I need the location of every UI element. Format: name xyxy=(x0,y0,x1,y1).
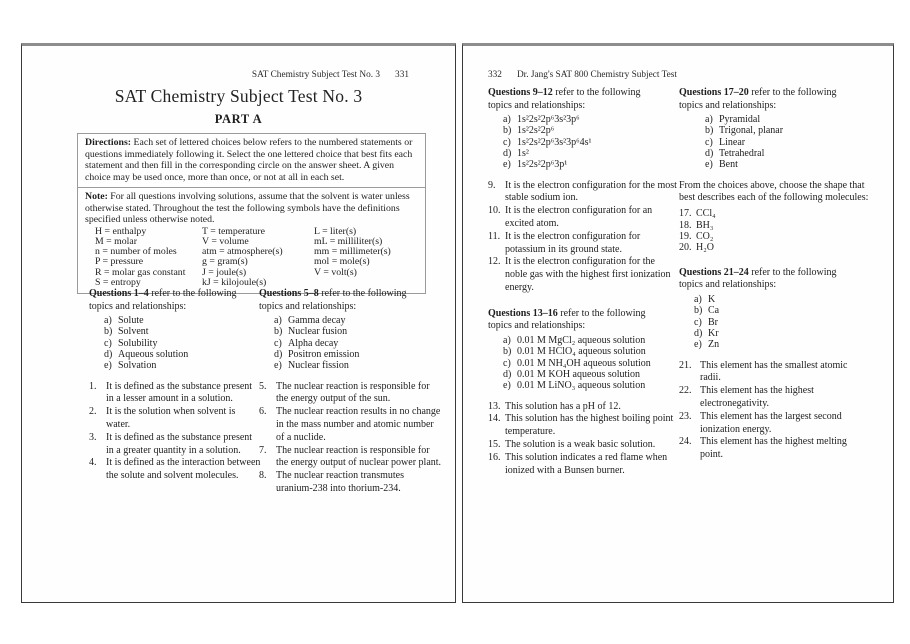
symbol-cell: M = molar xyxy=(95,235,137,247)
choice xyxy=(488,159,678,170)
question-item xyxy=(679,411,869,437)
choice-text: Nuclear fission xyxy=(288,360,349,372)
running-head-title: Dr. Jang's SAT 800 Chemistry Subject Test xyxy=(516,70,677,80)
choice xyxy=(259,349,443,360)
question-text: The nuclear reaction is responsible for the energy output of the sun. xyxy=(276,380,430,405)
question-text: H₂O xyxy=(696,242,714,254)
question-item xyxy=(488,256,678,294)
question-text: This element has the largest second ionization energy. xyxy=(700,410,842,435)
choice-letter: b) xyxy=(274,326,283,338)
group-intro-line2: topics and relationships: xyxy=(488,99,586,111)
question-list xyxy=(259,381,443,496)
choice-letter: b) xyxy=(503,125,512,137)
question-item xyxy=(679,360,869,386)
question-text: It is the electron configuration for the most stable sodium ion. xyxy=(505,179,677,204)
question-item xyxy=(488,439,678,452)
question-item xyxy=(488,452,678,478)
running-head-left xyxy=(252,70,409,80)
choice-text: Solubility xyxy=(118,337,158,349)
question-item xyxy=(259,381,443,407)
group-heading xyxy=(488,87,678,112)
symbol-cell: T = temperature xyxy=(202,225,266,237)
note-row xyxy=(78,188,425,293)
question-group-9-12 xyxy=(488,87,678,295)
question-text: The nuclear reaction results in no change in the mass number and atomic number of a nuclide. xyxy=(276,406,441,443)
choice-text: Alpha decay xyxy=(288,337,339,349)
question-number: 8. xyxy=(259,470,267,482)
question-text: This solution indicates a red flame when ionized with a Bunsen burner. xyxy=(505,451,668,476)
question-number: 9. xyxy=(488,179,496,191)
question-number: 20. xyxy=(679,242,692,254)
question-text: It is the electron configuration for potassium in its ground state. xyxy=(505,230,641,255)
choice-list xyxy=(679,294,869,350)
choice-letter: a) xyxy=(274,315,282,327)
choice xyxy=(89,338,261,349)
group-label: Questions 5–8 xyxy=(259,288,319,299)
choice xyxy=(679,328,869,339)
symbol-cell: mol = mole(s) xyxy=(314,256,370,268)
choice xyxy=(488,346,678,357)
choice-letter: d) xyxy=(104,349,113,361)
symbol-cell xyxy=(314,278,418,288)
choice-text: 0.01 M MgCl₂ aqueous solution xyxy=(517,335,646,347)
choice-letter: b) xyxy=(694,305,703,317)
choice-text: Zn xyxy=(708,339,720,351)
question-text: The nuclear reaction is responsible for the energy output of nuclear power plant. xyxy=(276,444,442,469)
question-text: It is defined as the substance present in a lesser amount in a solution. xyxy=(106,380,253,405)
question-number: 6. xyxy=(259,406,267,418)
group-intro-line2: topics and relationships: xyxy=(89,300,187,312)
question-item xyxy=(679,242,869,253)
question-item xyxy=(488,413,678,439)
choice xyxy=(488,125,678,136)
left-column-2 xyxy=(259,288,443,509)
choice-letter: c) xyxy=(503,136,511,148)
choice xyxy=(679,125,869,136)
question-text: It is defined as the interaction between the solute and solvent molecules. xyxy=(106,457,261,482)
choice-letter: e) xyxy=(694,339,702,351)
choice xyxy=(89,360,261,371)
question-item xyxy=(679,220,869,231)
choice xyxy=(89,349,261,360)
running-head-right xyxy=(488,70,677,80)
group-intro: refer to the following xyxy=(318,288,407,299)
question-text: The solution is a weak basic solution. xyxy=(505,438,656,450)
group-label: Questions 9–12 xyxy=(488,87,553,98)
question-item xyxy=(259,406,443,444)
choice-letter: c) xyxy=(705,136,713,148)
choice-text: Solvation xyxy=(118,360,157,372)
question-list xyxy=(488,180,678,295)
choice-text: 1s² xyxy=(517,148,529,160)
choice-letter: d) xyxy=(694,327,703,339)
choice-text: Linear xyxy=(719,136,746,148)
choice xyxy=(259,338,443,349)
question-text: It is the electron configuration for the noble gas with the highest first ionization energy. xyxy=(505,256,671,294)
question-number: 22. xyxy=(679,385,692,397)
question-item xyxy=(488,231,678,257)
choice xyxy=(488,137,678,148)
group-intro-line2: topics and relationships: xyxy=(679,279,777,291)
choice-text: Ca xyxy=(708,305,720,317)
question-number: 11. xyxy=(488,230,501,242)
choice-letter: c) xyxy=(104,337,112,349)
group-heading xyxy=(679,267,869,292)
choice-letter: c) xyxy=(694,316,702,328)
choice-letter: a) xyxy=(705,114,713,126)
note-text-wrap xyxy=(85,191,418,226)
choice-text: Gamma decay xyxy=(288,315,346,327)
running-head-gap xyxy=(380,70,395,80)
question-text: It is the solution when solvent is water. xyxy=(106,406,236,431)
symbol-cell: n = number of moles xyxy=(95,246,177,258)
choice-letter: e) xyxy=(503,159,511,171)
choice xyxy=(488,148,678,159)
question-number: 23. xyxy=(679,410,692,422)
choice xyxy=(259,360,443,371)
choice xyxy=(488,114,678,125)
choice-letter: e) xyxy=(705,159,713,171)
question-list xyxy=(488,401,678,478)
choice-letter: d) xyxy=(274,349,283,361)
group-intro-line2: topics and relationships: xyxy=(259,300,357,312)
question-item xyxy=(89,406,261,432)
question-number: 7. xyxy=(259,444,267,456)
choice xyxy=(679,114,869,125)
group-intro: refer to the following xyxy=(552,87,641,98)
symbol-cell: mL = milliliter(s) xyxy=(314,235,383,247)
book-page-left xyxy=(21,43,456,603)
choice-list xyxy=(679,114,869,170)
choice xyxy=(488,369,678,380)
directions-label: Directions: xyxy=(85,137,132,148)
page-title: SAT Chemistry Subject Test No. 3 xyxy=(114,86,363,106)
group-intro: refer to the following xyxy=(748,266,837,278)
question-number: 1. xyxy=(89,380,97,392)
question-number: 15. xyxy=(488,438,501,450)
choice-letter: b) xyxy=(503,346,512,358)
question-number: 16. xyxy=(488,451,501,463)
choice xyxy=(488,358,678,369)
symbol-cell: g = gram(s) xyxy=(202,256,248,268)
group-heading xyxy=(89,288,261,313)
choice-text: Pyramidal xyxy=(719,114,761,126)
choice-text: Nuclear fusion xyxy=(288,326,348,338)
question-group-13-16 xyxy=(488,308,678,477)
directions-box xyxy=(77,133,426,294)
choice-text: 0.01 M LiNO₃ aqueous solution xyxy=(517,380,646,392)
question-item xyxy=(89,432,261,458)
choice-text: 1s²2s²2p⁶3s²3p⁶4s¹ xyxy=(517,136,592,148)
choice-text: 1s²2s²2p⁶ xyxy=(517,125,555,137)
choice xyxy=(679,159,869,170)
choice-letter: a) xyxy=(503,114,511,126)
choice xyxy=(89,315,261,326)
symbol-cell: atm = atmosphere(s) xyxy=(202,246,283,258)
question-item xyxy=(488,205,678,231)
group-intro: refer to the following xyxy=(148,288,237,299)
choice-letter: a) xyxy=(694,294,702,306)
question-group-21-24 xyxy=(679,267,869,462)
choice-letter: a) xyxy=(503,335,511,347)
choice-text: 0.01 M HClO₄ aqueous solution xyxy=(517,346,646,358)
question-text: This solution has a pH of 12. xyxy=(505,400,621,412)
choice xyxy=(679,317,869,328)
question-group-17-20 xyxy=(679,87,869,254)
question-text: This solution has the highest boiling point temperature. xyxy=(505,413,674,438)
symbol-cell: V = volume xyxy=(202,235,249,247)
symbol-definitions-table xyxy=(85,227,418,289)
symbol-cell: kJ = kilojoule(s) xyxy=(202,276,267,288)
choice-letter: e) xyxy=(274,360,282,372)
group-intro-line2: topics and relationships: xyxy=(488,320,586,332)
choice-text: Trigonal, planar xyxy=(719,125,784,137)
symbol-cell: R = molar gas constant xyxy=(95,266,186,278)
choice-text: Br xyxy=(708,316,718,328)
question-item xyxy=(488,401,678,414)
question-text: This element has the smallest atomic radii. xyxy=(700,359,848,384)
part-heading: PART A xyxy=(214,112,263,126)
choice-letter: a) xyxy=(104,315,112,327)
question-number: 10. xyxy=(488,205,501,217)
choice-letter: d) xyxy=(503,368,512,380)
symbol-cell: H = enthalpy xyxy=(95,225,147,237)
choice-letter: c) xyxy=(274,337,282,349)
group-intro: refer to the following xyxy=(748,87,837,98)
choice-text: 0.01 M NH₄OH aqueous solution xyxy=(517,357,651,369)
choice-text: Aqueous solution xyxy=(118,349,189,361)
choice-text: Bent xyxy=(719,159,738,171)
question-number: 3. xyxy=(89,431,97,443)
question-number: 4. xyxy=(89,457,97,469)
choice xyxy=(89,326,261,337)
question-list xyxy=(679,360,869,462)
question-text: CO₂ xyxy=(696,231,714,243)
choice-letter: e) xyxy=(503,380,511,392)
choice xyxy=(259,326,443,337)
book-page-right xyxy=(462,43,894,603)
bridge-instruction: From the choices above, choose the shape that best describes each of the following molecules: xyxy=(679,179,869,204)
question-list xyxy=(679,208,869,254)
question-item xyxy=(259,445,443,471)
question-number: 12. xyxy=(488,256,501,268)
group-heading xyxy=(488,308,678,333)
group-heading xyxy=(259,288,443,313)
choice xyxy=(488,380,678,391)
question-number: 18. xyxy=(679,219,692,231)
symbol-cell: S = entropy xyxy=(95,276,141,288)
question-text: It is defined as the substance present in a greater quantity in a solution. xyxy=(106,431,253,456)
question-number: 2. xyxy=(89,406,97,418)
choice-text: Positron emission xyxy=(288,349,360,361)
group-heading xyxy=(679,87,869,112)
symbol-cell: P = pressure xyxy=(95,256,144,268)
symbol-cell: L = liter(s) xyxy=(314,225,357,237)
choice-letter: e) xyxy=(104,360,112,372)
directions-row xyxy=(78,134,425,188)
question-item xyxy=(679,436,869,462)
question-text: CCl₄ xyxy=(696,208,716,220)
question-item xyxy=(679,208,869,219)
note-text: For all questions involving solutions, assume that the solvent is water unless otherwise stated. Throughout the test the following symbols have the definitions specified unless otherwise noted. xyxy=(85,191,410,225)
question-item xyxy=(89,381,261,407)
question-number: 19. xyxy=(679,231,692,243)
directions-text: Each set of lettered choices below refers to the numbered statements or questions immediately following it. Select the one lettered choice that best fits each statement and then fill in the corresponding circle on the answer sheet. A given choice may be used once, more than once, or not at all in each set. xyxy=(85,137,413,183)
choice-text: Kr xyxy=(708,327,719,339)
running-head-title: SAT Chemistry Subject Test No. 3 xyxy=(251,70,381,80)
choice xyxy=(679,294,869,305)
page-number: 332 xyxy=(488,70,502,80)
group-label: Questions 1–4 xyxy=(89,288,149,299)
question-text: It is the electron configuration for an excited atom. xyxy=(505,205,653,230)
question-item xyxy=(679,231,869,242)
question-item xyxy=(679,385,869,411)
choice xyxy=(679,137,869,148)
left-column-1 xyxy=(89,288,261,496)
choice-list xyxy=(488,335,678,391)
choice xyxy=(488,335,678,346)
question-item xyxy=(488,180,678,206)
group-label: Questions 13–16 xyxy=(488,307,558,319)
symbol-cell: mm = millimeter(s) xyxy=(314,246,391,258)
question-item xyxy=(259,470,443,496)
symbol-cell: V = volt(s) xyxy=(314,266,357,278)
choice xyxy=(679,305,869,316)
choice xyxy=(679,339,869,350)
question-number: 14. xyxy=(488,413,501,425)
choice-text: K xyxy=(708,294,716,306)
question-text: The nuclear reaction transmutes uranium-238 into thorium-234. xyxy=(276,470,404,495)
choice-text: Tetrahedral xyxy=(719,148,765,160)
question-item xyxy=(89,457,261,483)
question-text: This element has the highest electronegativity. xyxy=(700,385,814,409)
group-label: Questions 21–24 xyxy=(679,266,749,278)
group-label: Questions 17–20 xyxy=(679,87,749,98)
page-number: 331 xyxy=(395,70,409,80)
choice-text: Solvent xyxy=(118,326,149,338)
choice-letter: d) xyxy=(705,148,714,160)
question-number: 17. xyxy=(679,208,692,220)
note-label: Note: xyxy=(85,191,108,202)
choice-text: 1s²2s²2p⁶3s²3p⁶ xyxy=(517,114,580,126)
question-number: 21. xyxy=(679,359,692,371)
choice-list xyxy=(89,315,261,371)
right-column-2 xyxy=(679,87,869,475)
question-number: 5. xyxy=(259,380,267,392)
choice-letter: b) xyxy=(705,125,714,137)
choice-text: 1s²2s²2p⁶3p¹ xyxy=(517,159,568,171)
right-column-1 xyxy=(488,87,678,490)
choice-letter: d) xyxy=(503,148,512,160)
question-group-1-4 xyxy=(89,288,261,483)
choice-list xyxy=(488,114,678,170)
choice-text: 0.01 M KOH aqueous solution xyxy=(517,368,641,380)
group-intro-line2: topics and relationships: xyxy=(679,99,777,111)
choice-text: Solute xyxy=(118,315,144,327)
running-head-gap xyxy=(502,70,517,80)
choice-list xyxy=(259,315,443,371)
question-number: 24. xyxy=(679,436,692,448)
question-number: 13. xyxy=(488,400,501,412)
group-intro: refer to the following xyxy=(557,307,646,319)
question-text: BH₃ xyxy=(696,219,714,231)
question-text: This element has the highest melting point. xyxy=(700,436,847,461)
symbol-cell: J = joule(s) xyxy=(202,266,247,278)
question-group-5-8 xyxy=(259,288,443,496)
choice xyxy=(679,148,869,159)
choice-letter: c) xyxy=(503,357,511,369)
choice xyxy=(259,315,443,326)
question-list xyxy=(89,381,261,483)
choice-letter: b) xyxy=(104,326,113,338)
